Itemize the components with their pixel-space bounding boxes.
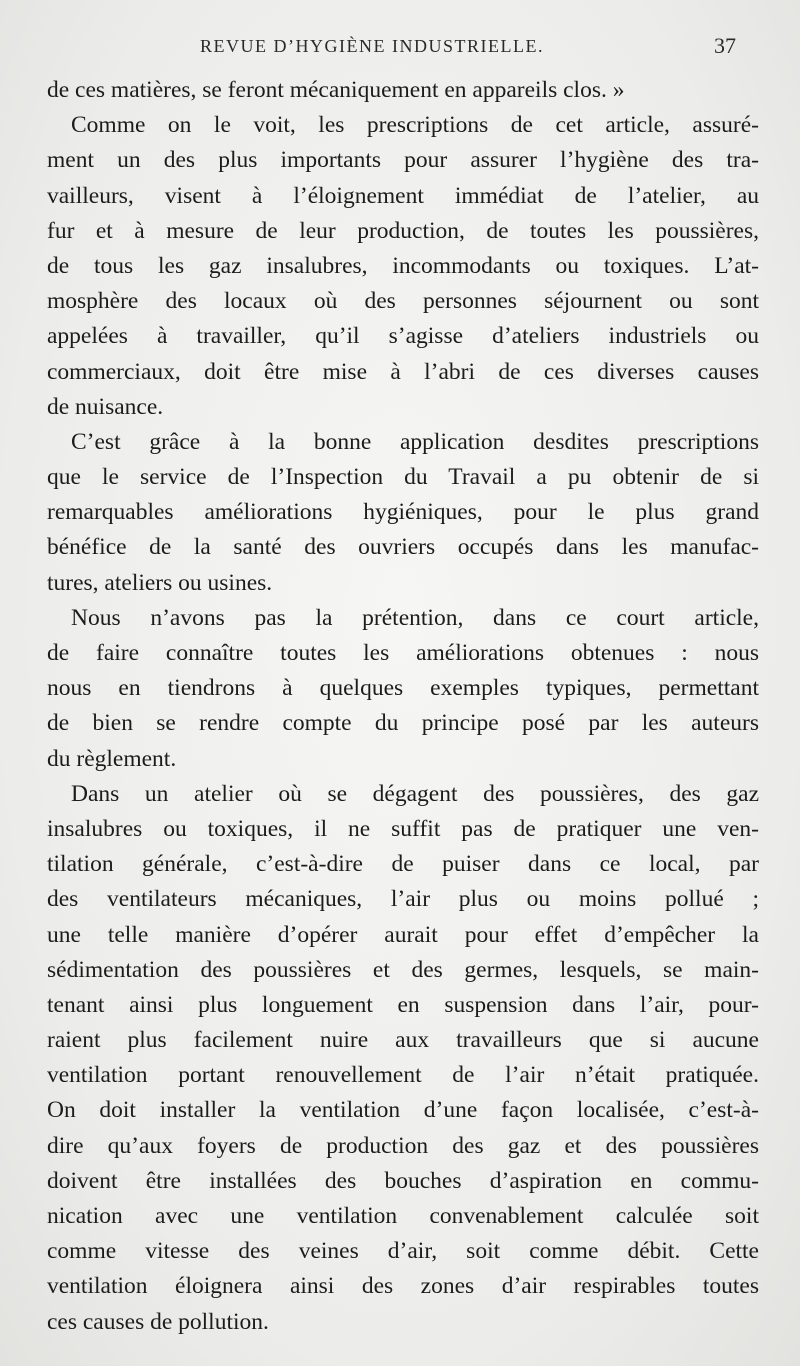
text-line: nication avec une ventilation convenablement calculée soit [47,1203,759,1229]
text-line: dire qu’aux foyers de production des gaz et des poussières [47,1132,759,1159]
text-line: Comme on le voit, les prescriptions de cet article, assuré- [71,112,759,139]
text-line: sédimentation des poussières et des germes, lesquels, se main- [47,956,759,983]
text-line: appelées à travailler, qu’il s’agisse d’ateliers industriels ou [47,323,759,350]
text-line: que le service de l’Inspection du Travail a pu obtenir de si [47,464,759,491]
text-line: de ces matières, se feront mécaniquement en appareils clos. » [47,77,625,103]
text-line: de tous les gaz insalubres, incommodants ou toxiques. L’at- [47,252,759,279]
text-line: du règlement. [47,745,177,772]
text-line: nous en tiendrons à quelques exemples typiques, permettant [47,675,759,702]
text-line: tilation générale, c’est-à-dire de puiser dans ce local, par [47,851,759,878]
text-line: comme vitesse des veines d’air, soit comme débit. Cette [47,1238,759,1265]
body-text [47,73,759,1340]
text-line: tenant ainsi plus longuement en suspension dans l’air, pour- [47,991,759,1018]
text-line: ventilation portant renouvellement de l’air n’était pratiquée. [47,1062,759,1089]
text-line: bénéfice de la santé des ouvriers occupés dans les manufac- [47,534,759,561]
text-line: Dans un atelier où se dégagent des poussières, des gaz [71,780,759,807]
text-line: mosphère des locaux où des personnes séjournent ou sont [47,288,759,315]
text-line: Nous n’avons pas la prétention, dans ce court article, [71,604,759,631]
text-line: raient plus facilement nuire aux travailleurs que si aucune [47,1027,759,1054]
text-line: vailleurs, visent à l’éloignement immédiat de l’atelier, au [47,182,759,209]
text-line: de bien se rendre compte du principe posé par les auteurs [47,710,759,737]
text-line: remarquables améliorations hygiéniques, pour le plus grand [47,499,759,526]
text-line: des ventilateurs mécaniques, l’air plus ou moins pollué ; [47,886,759,913]
running-head: REVUE D’HYGIÈNE INDUSTRIELLE. [200,36,544,56]
text-line: insalubres ou toxiques, il ne suffit pas de pratiquer une ven- [47,815,759,842]
text-line: ment un des plus importants pour assurer l’hygiène des tra- [47,147,759,174]
text-line: doivent être installées des bouches d’aspiration en commu- [47,1167,759,1194]
text-line: C’est grâce à la bonne application desdites prescriptions [71,428,759,455]
text-line: tures, ateliers ou usines. [47,569,273,596]
text-line: de nuisance. [47,393,164,420]
page-number: 37 [714,33,736,58]
text-line: commerciaux, doit être mise à l’abri de ces diverses causes [47,358,759,385]
text-line: une telle manière d’opérer aurait pour effet d’empêcher la [47,921,759,948]
text-line: ces causes de pollution. [47,1308,269,1335]
text-line: ventilation éloignera ainsi des zones d’air respirables toutes [47,1273,759,1300]
text-line: fur et à mesure de leur production, de toutes les poussières, [47,217,759,244]
text-line: de faire connaître toutes les améliorations obtenues : nous [47,640,759,666]
text-line: On doit installer la ventilation d’une façon localisée, c’est-à- [47,1097,759,1124]
